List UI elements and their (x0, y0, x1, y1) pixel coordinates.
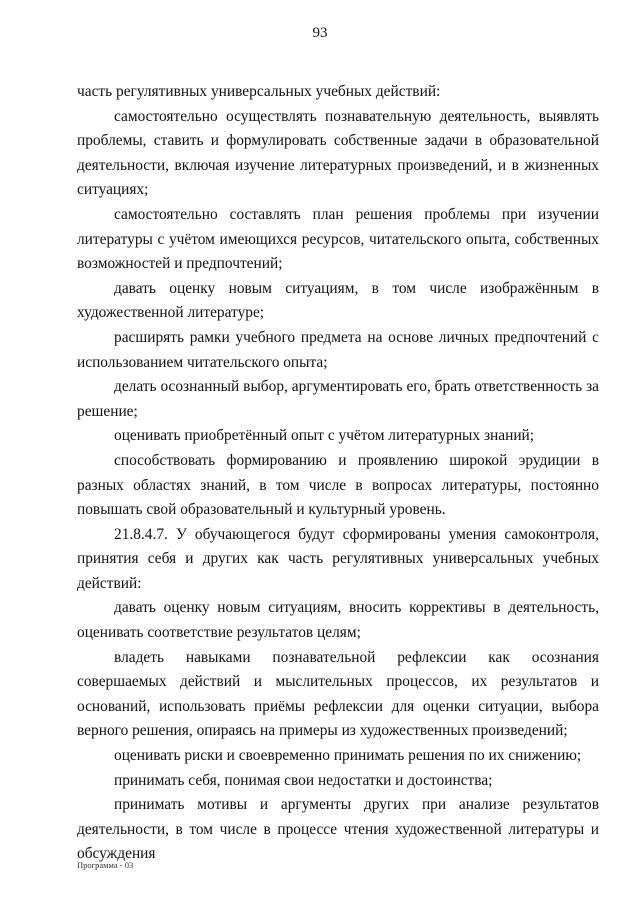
section-paragraph: 21.8.4.7. У обучающегося будут сформированы умения самоконтроля, принятия себя и других как часть регулятивных универсальных учебных действий: (77, 525, 599, 592)
paragraph: оценивать приобретённый опыт с учётом литературных знаний; (114, 427, 535, 445)
paragraph: принимать мотивы и аргументы других при анализе результатов деятельности, в том числе в процессе чтения художественной литературы и обсуждения (77, 796, 599, 863)
paragraph-intro: часть регулятивных универсальных учебных действий: (77, 83, 441, 100)
page-footer: Программа - 03 (77, 860, 134, 870)
paragraph: способствовать формированию и проявлению широкой эрудиции в разных областях знаний, в том числе в вопросах литературы, постоянно повышать свой образовательный и культурный уровень. (77, 451, 599, 519)
page-number: 93 (312, 25, 328, 41)
paragraph: владеть навыками познавательной рефлексии как осознания совершаемых действий и мыслительных процессов, их результатов и оснований, использовать приёмы рефлексии для оценки ситуации, выбора верного решения, опираясь на примеры из художественных произведений; (77, 648, 599, 740)
paragraph: давать оценку новым ситуациям, вносить коррективы в деятельность, оценивать соответствие результатов целям; (77, 599, 599, 642)
paragraph: принимать себя, понимая свои недостатки и достоинства; (114, 771, 493, 789)
paragraph: самостоятельно составлять план решения проблемы при изучении литературы с учётом имеющихся ресурсов, читательского опыта, собственных возможностей и предпочтений; (77, 205, 599, 273)
paragraph: давать оценку новым ситуациям, в том числе изображённым в художественной литературе; (77, 279, 599, 322)
body-text (77, 80, 599, 867)
paragraph: делать осознанный выбор, аргументировать его, брать ответственность за решение; (77, 378, 599, 420)
paragraph: самостоятельно осуществлять познавательную деятельность, выявлять проблемы, ставить и формулировать собственные задачи в образовательной деятельности, включая изучение литературных произведений, и в жизненных ситуациях; (77, 107, 599, 199)
paragraph: расширять рамки учебного предмета на основе личных предпочтений с использованием читательского опыта; (77, 328, 599, 371)
paragraph: оценивать риски и своевременно принимать решения по их снижению; (114, 747, 582, 765)
